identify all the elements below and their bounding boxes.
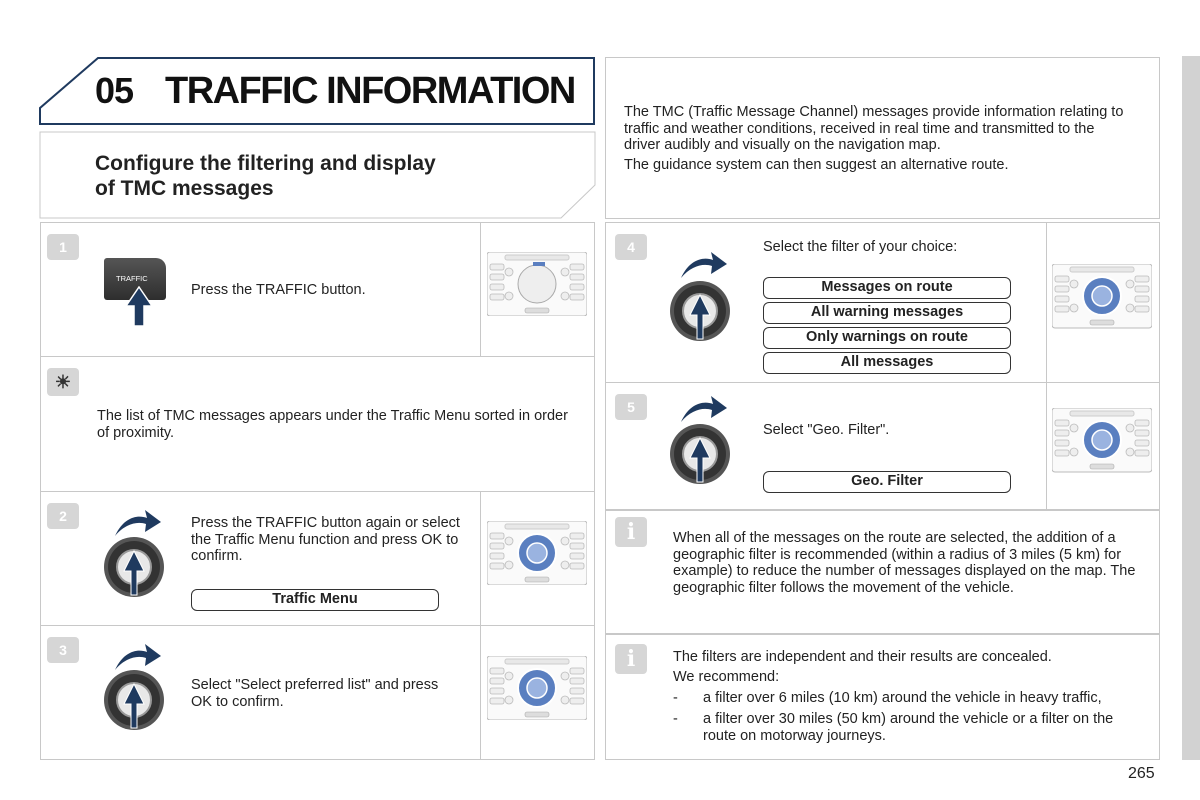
ok-knob-icon bbox=[104, 537, 166, 613]
ok-knob-icon bbox=[670, 281, 732, 357]
rotate-arrow-icon bbox=[115, 506, 163, 538]
filter-option-all-messages[interactable]: All messages bbox=[763, 352, 1011, 374]
bullet-text: a filter over 30 miles (50 km) around the vehicle or a filter on the route on motorway journeys. bbox=[703, 711, 1114, 744]
info2-recommend: We recommend: bbox=[673, 669, 780, 685]
divider bbox=[40, 625, 595, 626]
step3-text: Select "Select preferred list" and press OK to confirm. bbox=[191, 677, 439, 710]
section-subtitle-line2: of TMC messages bbox=[95, 177, 274, 200]
rotate-arrow-icon bbox=[681, 248, 729, 280]
step4-text: Select the filter of your choice: bbox=[763, 239, 958, 255]
side-tab-bar bbox=[1182, 56, 1200, 760]
step-number-2: 2 bbox=[47, 503, 79, 529]
bullet-text: a filter over 6 miles (10 km) around the vehicle in heavy traffic, bbox=[703, 690, 1102, 706]
step-number-3: 3 bbox=[47, 637, 79, 663]
step1-text: Press the TRAFFIC button. bbox=[191, 282, 366, 298]
filter-option-all-warning-messages[interactable]: All warning messages bbox=[763, 302, 1011, 324]
info1-text: When all of the messages on the route are selected, the addition of a geographic filter is recommended (within a radius of 3 miles (5 km) for example) to reduce the number of messages displayed on the map. The geographic filter follows the movement of the vehicle. bbox=[673, 530, 1136, 596]
traffic-menu-option[interactable]: Traffic Menu bbox=[191, 589, 439, 611]
page-number: 265 bbox=[1128, 765, 1155, 782]
tip-text: The list of TMC messages appears under the Traffic Menu sorted in order of proximity. bbox=[97, 408, 568, 441]
geo-filter-option[interactable]: Geo. Filter bbox=[763, 471, 1011, 493]
divider bbox=[480, 491, 481, 760]
step2-text: Press the TRAFFIC button again or select the Traffic Menu function and press OK to confirm. bbox=[191, 515, 460, 564]
step5-text: Select "Geo. Filter". bbox=[763, 422, 890, 438]
divider bbox=[480, 222, 481, 356]
tip-bulb-icon: ☀ bbox=[47, 368, 79, 396]
intro-guidance: The guidance system can then suggest an alternative route. bbox=[624, 157, 1009, 173]
bullet-dash: - bbox=[673, 711, 678, 727]
rotate-arrow-icon bbox=[115, 640, 163, 672]
divider bbox=[40, 356, 595, 357]
console-panel-icon bbox=[487, 656, 587, 720]
info-icon: i bbox=[615, 517, 647, 547]
console-panel-icon bbox=[487, 521, 587, 585]
ok-knob-icon bbox=[670, 424, 732, 500]
console-panel-icon bbox=[1052, 264, 1152, 338]
divider bbox=[605, 382, 1160, 383]
console-panel-icon bbox=[1052, 408, 1152, 482]
filter-option-messages-on-route[interactable]: Messages on route bbox=[763, 277, 1011, 299]
press-arrow-icon bbox=[124, 286, 154, 328]
ok-knob-icon bbox=[104, 670, 166, 746]
rotate-arrow-icon bbox=[681, 392, 729, 424]
divider bbox=[40, 491, 595, 492]
page-title: TRAFFIC INFORMATION bbox=[165, 70, 575, 112]
section-subtitle-line1: Configure the filtering and display bbox=[95, 152, 436, 175]
bullet-dash: - bbox=[673, 690, 678, 706]
subtitle-box bbox=[39, 131, 597, 221]
traffic-button-label: TRAFFIC bbox=[116, 274, 148, 283]
info2-text: The filters are independent and their results are concealed. bbox=[673, 649, 1052, 665]
info-icon: i bbox=[615, 644, 647, 674]
chapter-number: 05 bbox=[95, 70, 134, 111]
console-panel-icon bbox=[487, 252, 587, 316]
intro-paragraph: The TMC (Traffic Message Channel) messages provide information relating to traffic and weather conditions, received in real time and transmitted to the driver audibly and visually on the navigation map. bbox=[624, 104, 1124, 153]
step-number-1: 1 bbox=[47, 234, 79, 260]
step-number-5: 5 bbox=[615, 394, 647, 420]
step-number-4: 4 bbox=[615, 234, 647, 260]
filter-option-only-warnings-on-route[interactable]: Only warnings on route bbox=[763, 327, 1011, 349]
divider bbox=[1046, 222, 1047, 510]
